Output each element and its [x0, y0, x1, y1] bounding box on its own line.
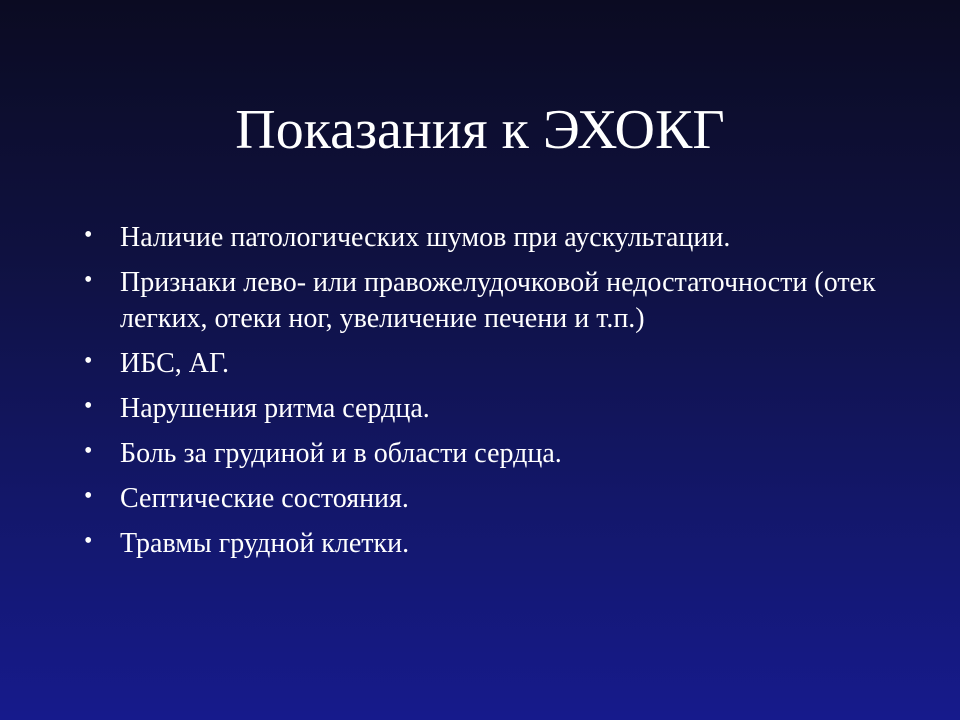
list-item: [80, 391, 880, 427]
bullet-icon: •: [84, 438, 93, 464]
list-item: [80, 526, 880, 562]
list-item: [80, 436, 880, 472]
bullet-icon: •: [84, 348, 93, 374]
list-item-text: Наличие патологических шумов при аускультации.: [120, 222, 731, 253]
bullet-icon: •: [84, 222, 93, 248]
list-item: [80, 346, 880, 382]
slide-title: Показания к ЭХОКГ: [235, 99, 725, 161]
bullet-list: [80, 220, 880, 571]
list-item-text: Травмы грудной клетки.: [120, 528, 410, 559]
bullet-icon: •: [84, 528, 93, 554]
bullet-icon: •: [84, 483, 93, 509]
list-item: [80, 481, 880, 517]
list-item-text: Признаки лево- или правожелудочковой недостаточности (отек легких, отеки ног, увеличение печени и т.п.): [120, 267, 876, 334]
bullet-icon: •: [84, 267, 93, 293]
list-item: [80, 220, 880, 256]
list-item-text: ИБС, АГ.: [120, 348, 230, 379]
bullet-icon: •: [84, 393, 93, 419]
list-item-text: Боль за грудиной и в области сердца.: [120, 438, 562, 469]
list-item: [80, 265, 880, 337]
list-item-text: Септические состояния.: [120, 483, 409, 514]
list-item-text: Нарушения ритма сердца.: [120, 393, 430, 424]
